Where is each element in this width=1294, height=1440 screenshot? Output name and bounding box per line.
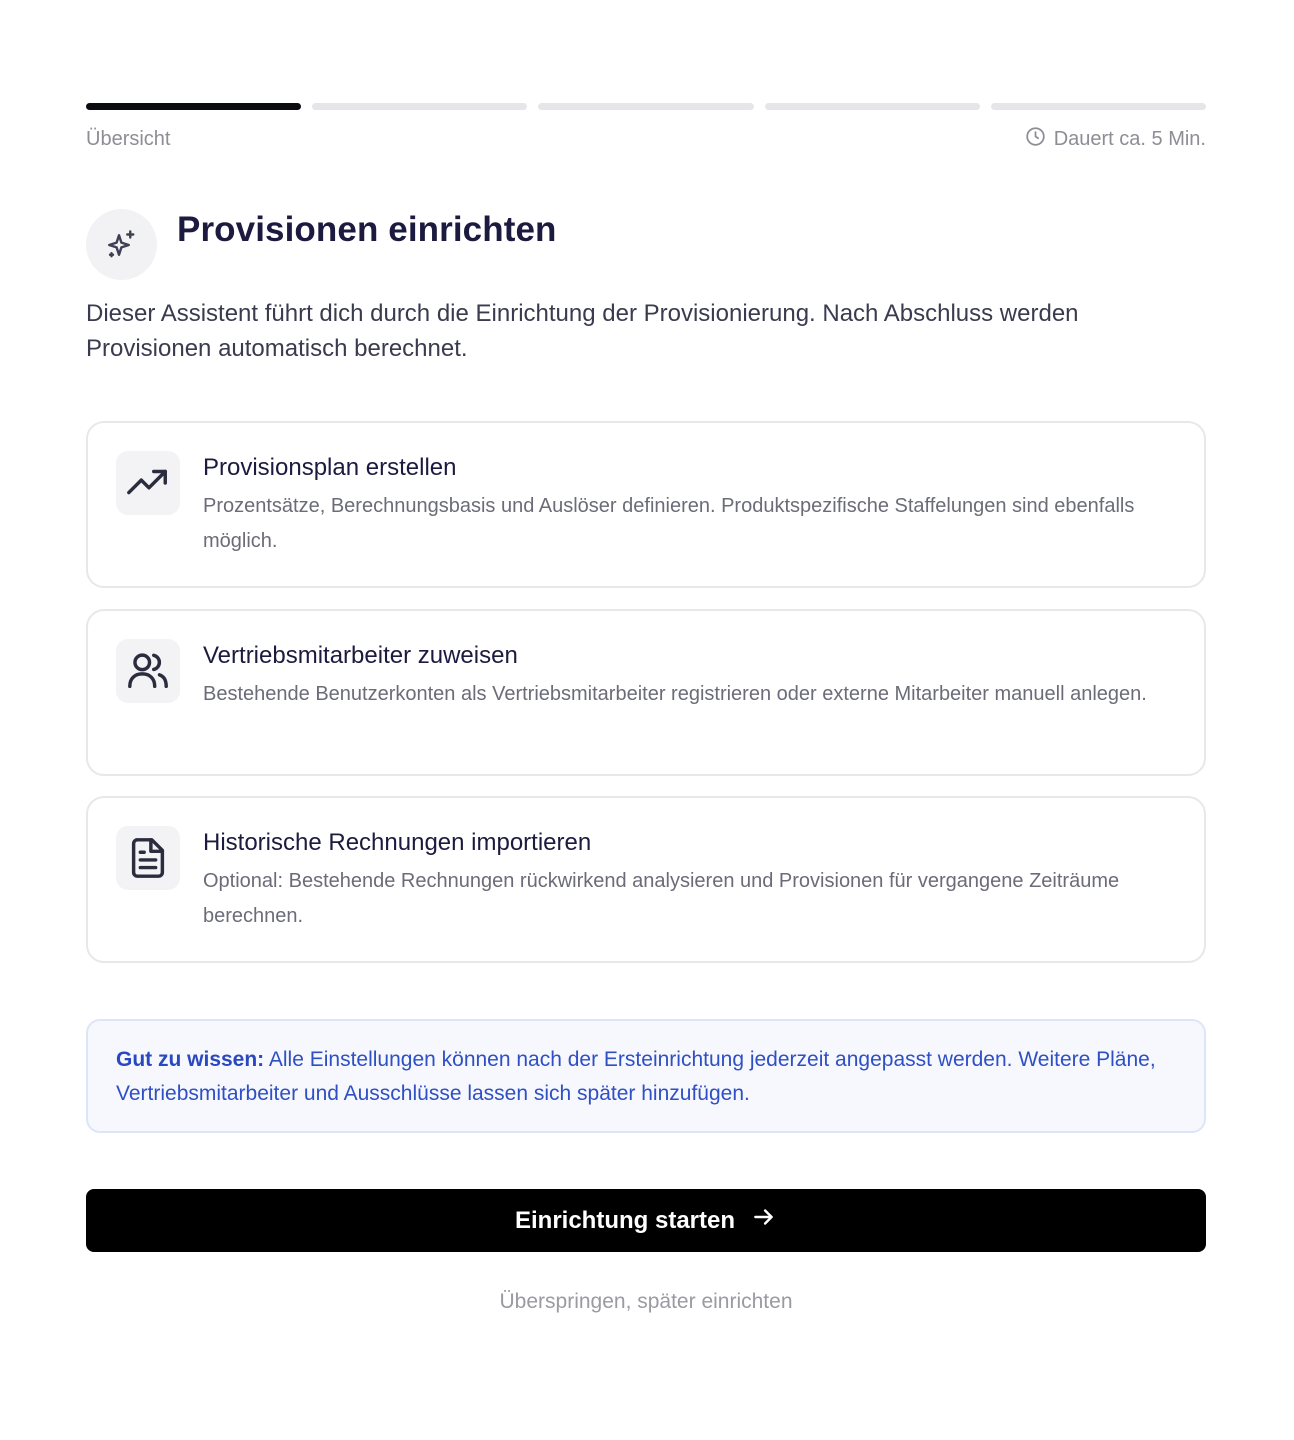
step-card-sales-reps bbox=[86, 609, 1206, 776]
trending-up-icon bbox=[116, 451, 180, 515]
progress-step-3 bbox=[538, 103, 753, 110]
card-description: Prozentsätze, Berechnungsbasis und Auslöser definieren. Produktspezifische Staffelungen sind ebenfalls möglich. bbox=[203, 495, 1135, 552]
card-description: Bestehende Benutzerkonten als Vertriebsmitarbeiter registrieren oder externe Mitarbeiter manuell anlegen. bbox=[203, 683, 1147, 705]
start-setup-button[interactable] bbox=[86, 1189, 1206, 1252]
card-title: Vertriebsmitarbeiter zuweisen bbox=[203, 642, 518, 669]
progress-step-1 bbox=[86, 103, 301, 110]
progress-step-5 bbox=[991, 103, 1206, 110]
card-title: Historische Rechnungen importieren bbox=[203, 829, 592, 856]
skip-link[interactable]: Überspringen, später einrichten bbox=[499, 1290, 793, 1313]
progress-bar bbox=[86, 103, 1206, 110]
step-label: Übersicht bbox=[86, 128, 171, 150]
page-title: Provisionen einrichten bbox=[177, 210, 557, 249]
step-card-commission-plan bbox=[86, 421, 1206, 588]
info-label: Gut zu wissen: bbox=[116, 1048, 265, 1071]
card-description: Optional: Bestehende Rechnungen rückwirkend analysieren und Provisionen für vergangene Zeiträume berechnen. bbox=[203, 870, 1120, 927]
progress-meta bbox=[86, 126, 1206, 153]
progress-step-4 bbox=[765, 103, 980, 110]
start-setup-label: Einrichtung starten bbox=[514, 1206, 736, 1234]
card-title: Provisionsplan erstellen bbox=[203, 454, 457, 481]
duration-text: Dauert ca. 5 Min. bbox=[1053, 128, 1206, 150]
progress-step-2 bbox=[312, 103, 527, 110]
document-icon bbox=[116, 826, 180, 890]
clock-icon bbox=[1025, 126, 1046, 153]
arrow-right-icon bbox=[751, 1204, 777, 1237]
info-text: Alle Einstellungen können nach der Ersteinrichtung jederzeit angepasst werden. Weitere Pläne, Vertriebsmitarbeiter und Ausschlüsse lassen sich später hinzufügen. bbox=[116, 1048, 1156, 1105]
users-icon bbox=[116, 639, 180, 703]
intro-text: Dieser Assistent führt dich durch die Einrichtung der Provisionierung. Nach Abschluss werden Provisionen automatisch berechnet. bbox=[86, 300, 1079, 362]
duration-info bbox=[1025, 126, 1206, 153]
info-box bbox=[86, 1019, 1206, 1133]
sparkles-icon bbox=[86, 209, 157, 280]
step-card-historic-invoices bbox=[86, 796, 1206, 963]
